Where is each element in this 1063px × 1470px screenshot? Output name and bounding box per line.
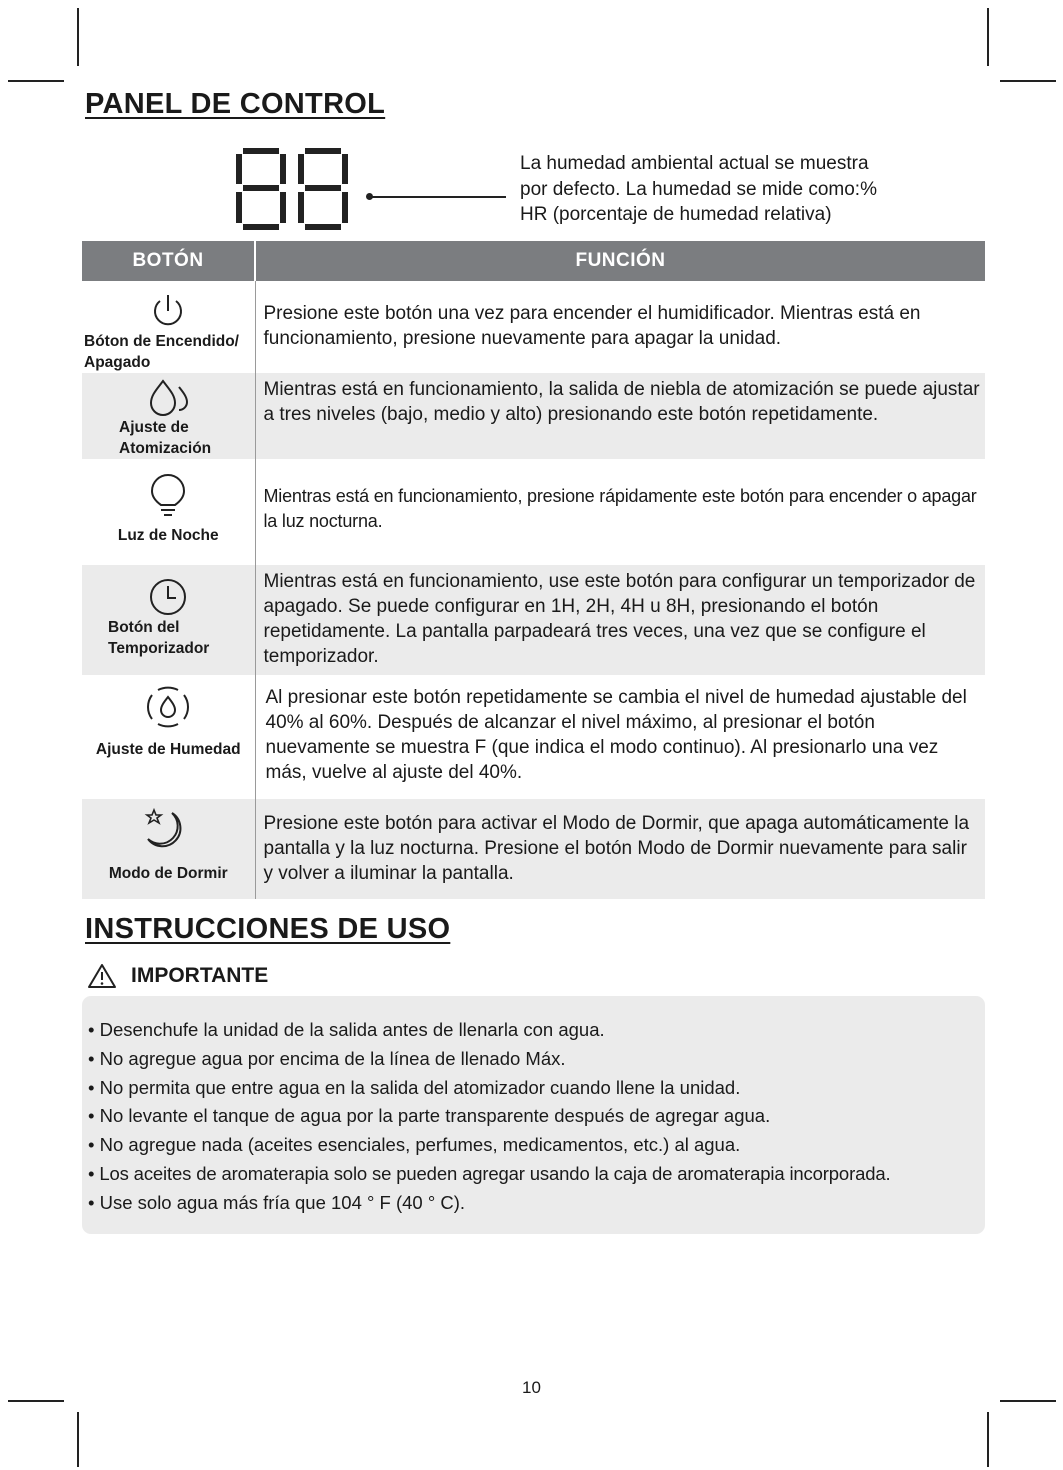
table-row [82,373,985,459]
button-label: Temporizador [108,640,210,657]
button-cell [82,675,255,799]
table-row [82,565,985,675]
button-label: Ajuste de [119,419,189,436]
button-label: Atomización [119,440,212,457]
button-label: Apagado [84,354,151,371]
header-function: FUNCIÓN [255,241,985,281]
seven-segment-display [236,148,348,230]
moon-star-icon [140,807,196,853]
button-cell [82,459,255,565]
lightbulb-icon [148,473,188,521]
header-button: BOTÓN [82,241,255,281]
important-label: IMPORTANTE [131,964,269,987]
list-item: • No levante el tanque de agua por la parte transparente después de agregar agua. [88,1105,771,1127]
function-text: Mientras está en funcionamiento, use este botón para configurar un temporizador de apagado. Se puede configurar en 1H, 2H, 4H u 8H, presionando el botón repetidamente. La pantalla parpadeará tres veces, una vez que se configure el temporizador. [255,565,985,675]
list-item: • Los aceites de aromaterapia solo se pueden agregar usando la caja de aromaterapia incorporada. [88,1162,891,1184]
function-text: Presione este botón para activar el Modo de Dormir, que apaga automáticamente la pantalla y la luz nocturna. Presione el botón Modo de Dormir nuevamente para salir y volver a iluminar la pantalla. [255,799,985,899]
crop-mark [1000,80,1056,82]
table-row [82,459,985,565]
crop-mark [8,80,64,82]
display-note-line: La humedad ambiental actual se muestra [520,153,869,174]
list-item: • No agregue agua por encima de la línea de llenado Máx. [88,1047,566,1069]
crop-mark [77,8,79,66]
button-label: Luz de Noche [117,527,219,544]
crop-mark [987,8,989,66]
list-item: • No permita que entre agua en la salida del atomizador cuando llene la unidad. [88,1076,741,1098]
display-note-line: HR (porcentaje de humedad relativa) [520,204,832,225]
display-note-line: por defecto. La humedad se mide como:% [520,178,877,200]
important-list [82,996,985,1218]
button-label: Modo de Dormir [108,865,228,882]
table-row [82,281,985,373]
leader-line [370,196,506,198]
important-notes-box [82,996,985,1234]
section-title: INSTRUCCIONES DE USO [85,913,451,945]
button-cell [82,373,255,459]
list-item: • No agregue nada (aceites esenciales, perfumes, medicamentos, etc.) al agua. [88,1134,741,1156]
crop-mark [77,1412,79,1467]
power-icon [148,291,188,331]
crop-mark [8,1400,64,1402]
function-text: Al presionar este botón repetidamente se cambia el nivel de humedad ajustable del 40% al 60%. Después de alcanzar el nivel máximo, al presionar el botón nuevamente se muestra F (que indica el modo continuo). Al presionarlo una vez más, vuelve al ajuste del 40%. [265,687,967,783]
function-text: Mientras está en funcionamiento, presione rápidamente este botón para encender o apagar la luz nocturna. [263,486,977,531]
function-text: Presione este botón una vez para encender el humidificador. Mientras está en funcionamiento, presione nuevamente para apagar la unidad. [263,303,921,349]
warning-triangle-icon [87,963,117,989]
humidity-drop-icon [140,685,196,729]
crop-mark [1000,1400,1056,1402]
button-cell [82,799,255,899]
mist-drops-icon [143,377,193,417]
function-text: Mientras está en funcionamiento, la salida de niebla de atomización se puede ajustar a tres niveles (bajo, medio y alto) presionando este botón repetidamente. [255,373,985,459]
table-row [82,799,985,899]
button-label: Botón del [108,619,180,636]
crop-mark [987,1412,989,1467]
button-label: Ajuste de Humedad [95,741,241,758]
table-row [82,675,985,799]
page-number: 10 [522,1378,541,1397]
list-item: • Use solo agua más fría que 104 ° F (40 ° C). [88,1191,466,1213]
list-item: • Desenchufe la unidad de la salida antes de llenarla con agua. [88,1019,605,1040]
important-heading [87,963,268,989]
button-cell [82,281,255,373]
page-title: PANEL DE CONTROL [85,88,386,120]
control-panel-table [82,241,985,899]
button-cell [82,565,255,675]
display-description [520,151,940,228]
button-label: Bóton de Encendido/ [84,333,239,350]
clock-icon [143,577,193,617]
